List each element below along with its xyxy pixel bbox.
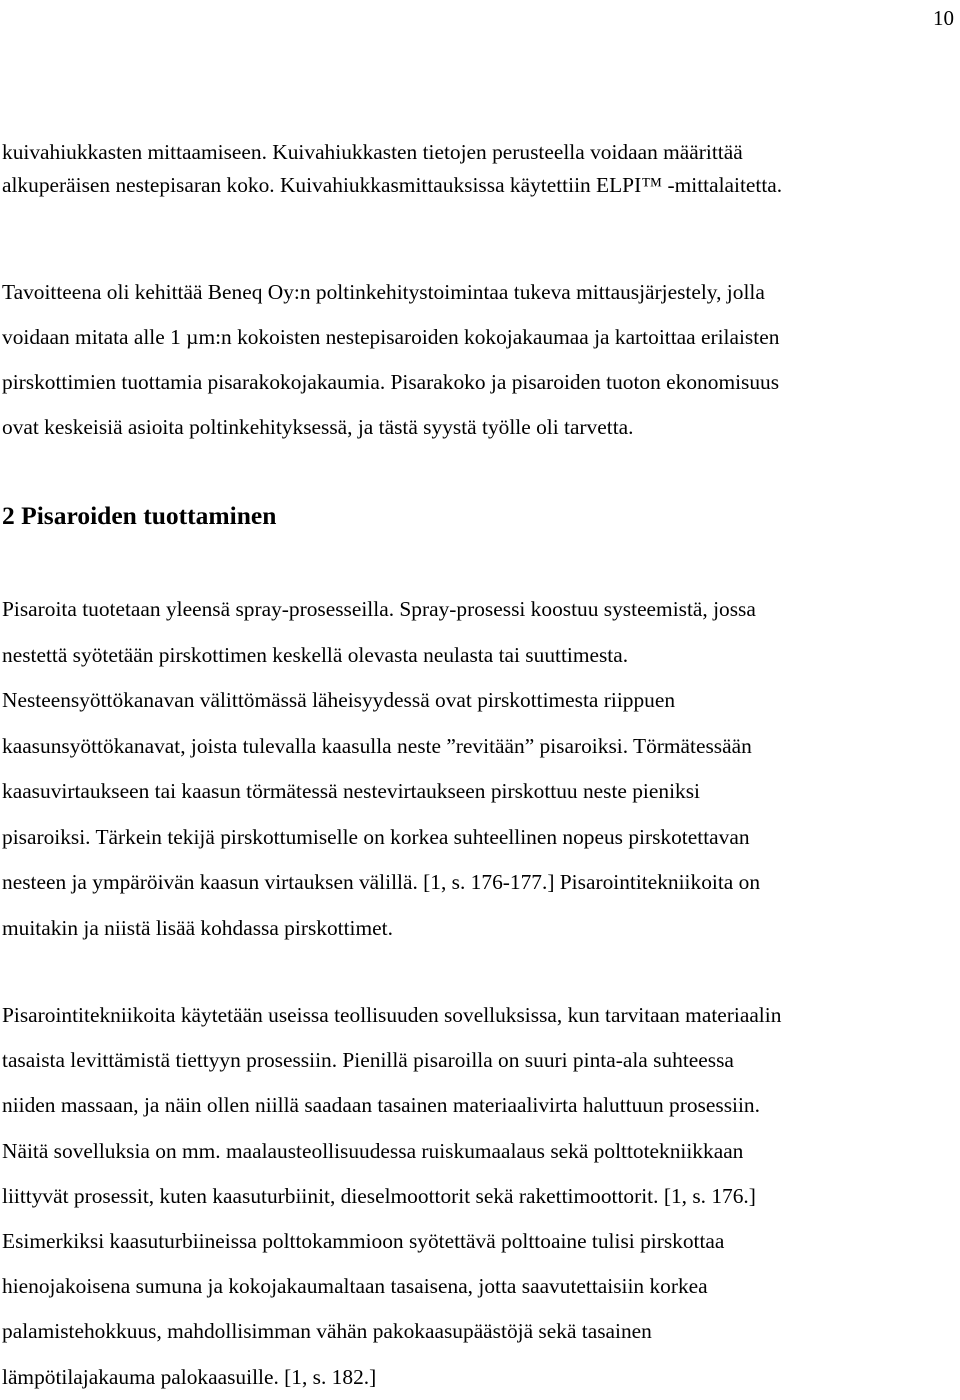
text-line: hienojakoisena sumuna ja kokojakaumaltaan tasaisena, jotta saavutettaisiin korkea xyxy=(2,1274,708,1299)
text-line: kaasuvirtaukseen tai kaasun törmätessä nestevirtaukseen pirskottuu neste pieniksi xyxy=(2,779,700,803)
text-line: kaasunsyöttökanavat, joista tulevalla kaasulla neste ”revitään” pisaroiksi. Törmätessään xyxy=(2,733,752,758)
text-line: Näitä sovelluksia on mm. maalausteollisuudessa ruiskumaalaus sekä polttotekniikkaan xyxy=(2,1138,744,1163)
paragraph-intro-continuation xyxy=(2,136,956,202)
text-line: kuivahiukkasten mittaamiseen. Kuivahiukkasten tietojen perusteella voidaan määrittää xyxy=(2,140,743,164)
text-line: alkuperäisen nestepisaran koko. Kuivahiukkasmittauksissa käytettiin ELPI™ -mittalaitetta. xyxy=(2,173,783,197)
text-line: Nesteensyöttökanavan välittömässä läheisyydessä ovat pirskottimesta riippuen xyxy=(2,688,676,712)
text-line: voidaan mitata alle 1 µm:n kokoisten nestepisaroiden kokojakaumaa ja kartoittaa erilaisten xyxy=(2,325,780,349)
text-line: nestettä syötetään pirskottimen keskellä olevasta neulasta tai suuttimesta. xyxy=(2,642,629,667)
text-line: Pisaroita tuotetaan yleensä spray-prosesseilla. Spray-prosessi koostuu systeemistä, jossa xyxy=(2,597,756,621)
paragraph-droplet-production xyxy=(2,587,956,951)
text-line: ovat keskeisiä asioita poltinkehityksessä, ja tästä syystä työlle oli tarvetta. xyxy=(2,415,634,439)
text-line: pisaroiksi. Tärkein tekijä pirskottumiselle on korkea suhteellinen nopeus pirskotettavan xyxy=(2,824,750,849)
text-line: Pisarointitekniikoita käytetään useissa teollisuuden sovelluksissa, kun tarvitaan materiaalin xyxy=(2,1003,782,1027)
text-line: liittyvät prosessit, kuten kaasuturbiinit, dieselmoottorit sekä rakettimoottorit. [1, s. 176.] xyxy=(2,1183,756,1208)
section-heading: 2 Pisaroiden tuottaminen xyxy=(2,501,277,530)
text-line: Tavoitteena oli kehittää Beneq Oy:n poltinkehitystoimintaa tukeva mittausjärjestely, jolla xyxy=(2,280,765,304)
paragraph-objective xyxy=(2,270,956,450)
page-number: 10 xyxy=(933,6,954,30)
text-line: muitakin ja niistä lisää kohdassa pirskottimet. xyxy=(2,915,393,940)
text-line: pirskottimien tuottamia pisarakokojakaumia. Pisarakoko ja pisaroiden tuoton ekonomisuus xyxy=(2,370,780,394)
text-line: nesteen ja ympäröivän kaasun virtauksen välillä. [1, s. 176-177.] Pisarointitekniikoita on xyxy=(2,870,761,894)
text-line: niiden massaan, ja näin ollen niillä saadaan tasainen materiaalivirta haluttuun prosessiin. xyxy=(2,1093,760,1118)
text-line: palamistehokkuus, mahdollisimman vähän pakokaasupäästöjä sekä tasainen xyxy=(2,1319,652,1344)
text-line: lämpötilajakauma palokaasuille. [1, s. 182.] xyxy=(2,1364,377,1389)
text-line: tasaista levittämistä tiettyyn prosessiin. Pienillä pisaroilla on suuri pinta-ala suhteessa xyxy=(2,1048,734,1073)
paragraph-applications xyxy=(2,993,956,1400)
text-line: Esimerkiksi kaasuturbiineissa polttokammioon syötettävä polttoaine tulisi pirskottaa xyxy=(2,1229,725,1254)
